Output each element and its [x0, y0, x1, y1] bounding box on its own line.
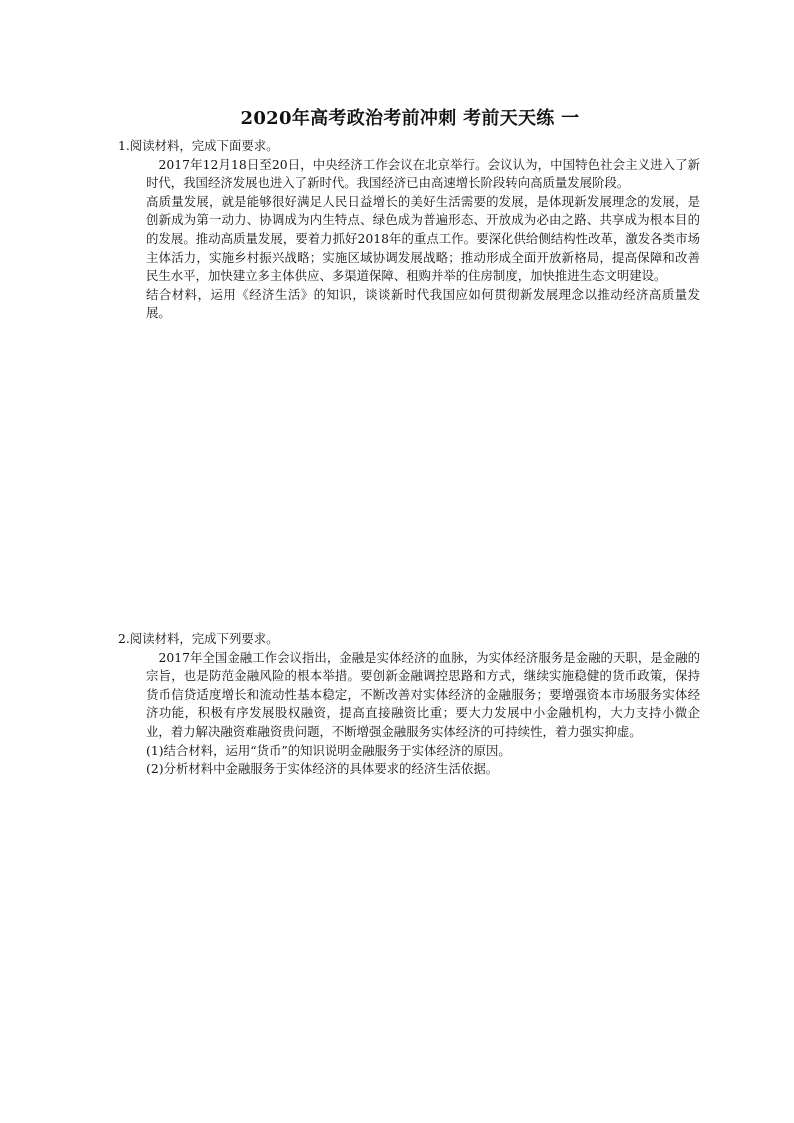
question-1-task: 结合材料，运用《经济生活》的知识，谈谈新时代我国应如何贯彻新发展理念以推动经济高质量发展。: [146, 286, 700, 321]
question-2-material-paragraph-1: 2017年全国金融工作会议指出，金融是实体经济的血脉，为实体经济服务是金融的天职，是金融的宗旨，也是防范金融风险的根本举措。要创新金融调控思路和方式，继续实施稳健的货币政策，保持货币信贷适度增长和流动性基本稳定，不断改善对实体经济的金融服务；要增强资本市场服务实体经济功能，积极有序发展股权融资，提高直接融资比重；要大力发展中小金融机构，大力支持小微企业，着力解决融资难融资贵问题，不断增强金融服务实体经济的可持续性，着力强实抑虚。: [146, 649, 700, 739]
question-1-material-paragraph-1: 2017年12月18日至20日，中央经济工作会议在北京举行。会议认为，中国特色社会主义进入了新时代，我国经济发展也进入了新时代。我国经济已由高速增长阶段转向高质量发展阶段。: [146, 156, 700, 191]
question-2-sub-question-2: (2)分析材料中金融服务于实体经济的具体要求的经济生活依据。: [146, 761, 499, 777]
question-2-sub-question-1: (1)结合材料，运用“货币”的知识说明金融服务于实体经济的原因。: [146, 742, 511, 758]
page-title: 2020年高考政治考前冲刺 考前天天练 一: [240, 108, 580, 129]
question-2-prompt: [118, 630, 700, 649]
question-2-instruction: 阅读材料，完成下列要求。: [129, 631, 279, 646]
question-2: [118, 630, 700, 779]
question-1-instruction: 阅读材料，完成下面要求。: [129, 138, 279, 153]
question-1-number: 1.: [118, 138, 130, 153]
question-2-number: 2.: [118, 631, 130, 646]
question-1-material-paragraph-2: 高质量发展，就是能够很好满足人民日益增长的美好生活需要的发展，是体现新发展理念的发展，是创新成为第一动力、协调成为内生特点、绿色成为普遍形态、开放成为必由之路、共享成为根本目的的发展。推动高质量发展，要着力抓好2018年的重点工作。要深化供给侧结构性改革，激发各类市场主体活力，实施乡村振兴战略；实施区域协调发展战略；推动形成全面开放新格局，提高保障和改善民生水平，加快建立多主体供应、多渠道保障、租购并举的住房制度，加快推进生态文明建设。: [146, 193, 700, 284]
question-1: [118, 137, 700, 323]
question-1-prompt: [118, 137, 700, 156]
